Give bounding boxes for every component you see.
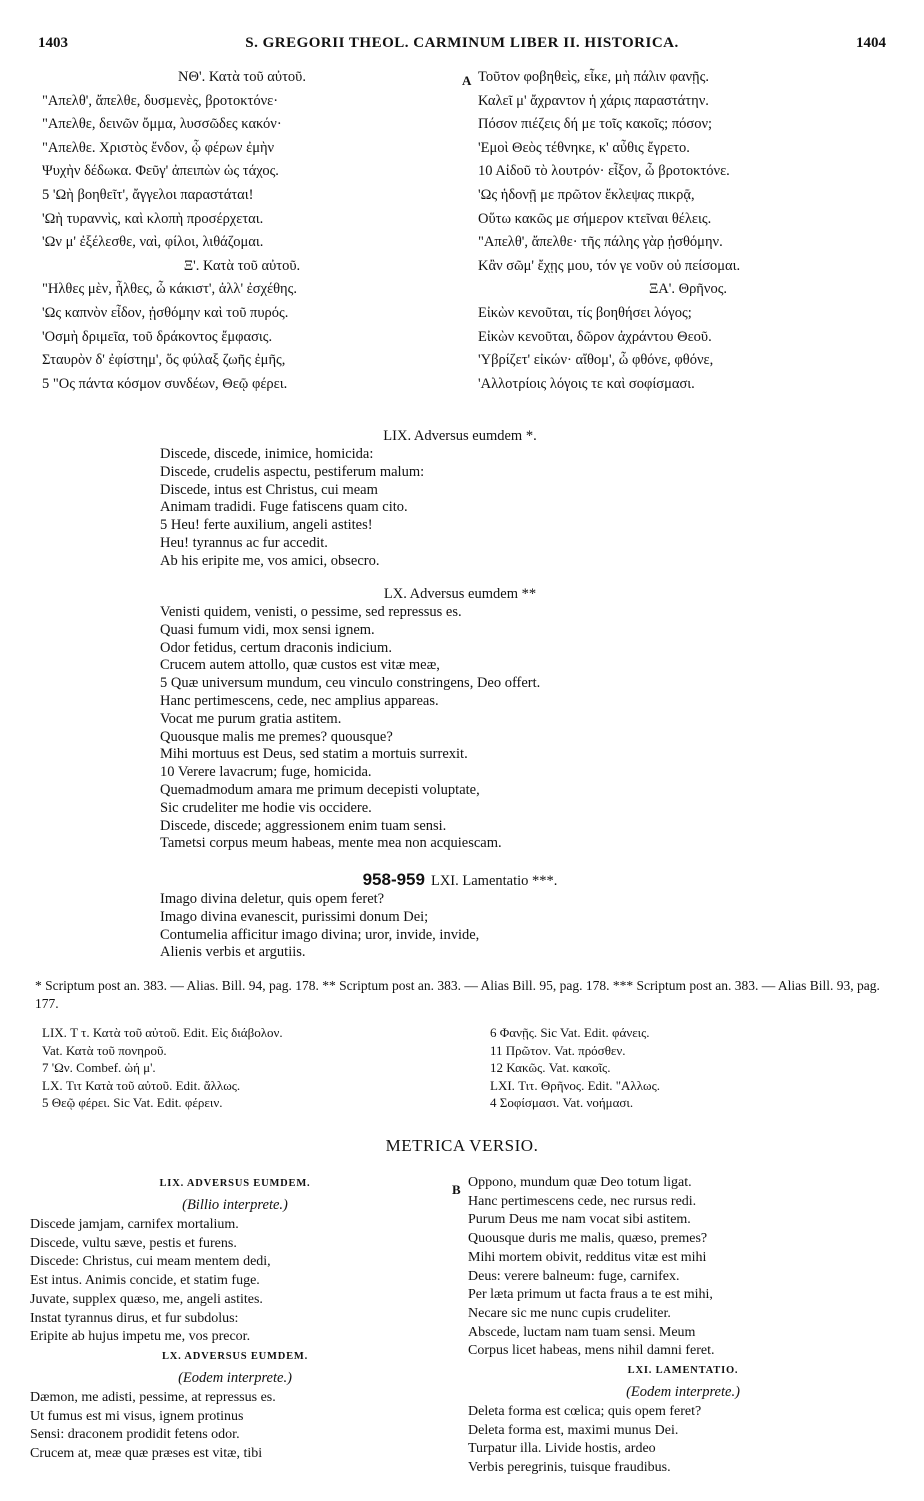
running-title: S. GREGORII THEOL. CARMINUM LIBER II. HISTORICA. [245, 35, 679, 51]
greek-verse-line: Κἂν σῶμ' ἔχῃς μου, τόν γε νοῦν οὐ πείσομαι. [478, 257, 741, 274]
greek-verse-line: 'Ων μ' ἐξέλεσθε, ναὶ, φίλοι, λιθάζομαι. [42, 234, 264, 251]
metrica-heading-lxi: LXI. LAMENTATIO. [627, 1365, 739, 1377]
metrica-verse-line: Deus: verere balneum: fuge, carnifex. [468, 1268, 680, 1284]
metrica-verse-line: Deleta forma est, maximi munus Dei. [468, 1422, 679, 1438]
variant-reading-line: LX. Τιτ Κατὰ τοῦ αὐτοῦ. Edit. ἄλλως. [42, 1077, 241, 1093]
section-heading-lx: LX. Adversus eumdem ** [383, 586, 537, 602]
latin-verse-line: Discede, intus est Christus, cui meam [160, 481, 378, 498]
latin-verse-line: Alienis verbis et argutiis. [160, 944, 306, 961]
column-marker-958-959: 958-959 [362, 870, 425, 889]
latin-verse-line: Discede, discede; aggressionem enim tuam sensi. [160, 817, 447, 834]
metrica-verse-line: Est intus. Animis concide, et statim fuge. [30, 1273, 260, 1289]
latin-verse-line: Hanc pertimescens, cede, nec amplius appareas. [160, 692, 439, 709]
metrica-versio-title: METRICA VERSIO. [385, 1136, 539, 1155]
metrica-verse-line: Mihi mortem obivit, redditus vitæ est mihi [468, 1249, 707, 1265]
variant-reading-line: LIX. Τ τ. Κατὰ τοῦ αὐτοῦ. Edit. Εἰς διάβολον. [42, 1025, 283, 1040]
greek-verse-line: 'Υβρίζετ' εἰκών· αἴθομ', ὦ φθόνε, φθόνε, [478, 352, 714, 369]
metrica-interpreter-lix: (Billio interprete.) [182, 1197, 288, 1213]
section-heading-lxi [160, 870, 760, 891]
greek-verse-heading: Ξ'. Κατὰ τοῦ αὐτοῦ. [183, 257, 301, 274]
latin-verse-line: Ab his eripite me, vos amici, obsecro. [160, 552, 380, 569]
latin-verse-line: Quemadmodum amara me primum decepisti voluptate, [160, 781, 480, 798]
latin-verse-line: 10 Verere lavacrum; fuge, homicida. [160, 764, 372, 781]
greek-verse-line: 10 Αἰδοῦ τὸ λουτρόν· εἶξον, ὦ βροτοκτόνε. [478, 163, 730, 180]
margin-marker-b: B [452, 1182, 461, 1197]
latin-verse-line: Quasi fumum vidi, mox sensi ignem. [160, 621, 375, 638]
latin-verse-line: Odor fetidus, certum draconis indicium. [160, 639, 392, 656]
latin-verse-line: Discede, discede, inimice, homicida: [160, 446, 374, 462]
metrica-verse-line: Turpatur illa. Livide hostis, ardeo [468, 1441, 656, 1457]
greek-column-left [42, 66, 442, 396]
greek-verse-line: Εἰκὼν κενοῦται, τίς βοηθήσει λόγος; [478, 304, 692, 321]
metrica-verse-line: Instat tyrannus dirus, et fur subdolus: [30, 1310, 239, 1326]
variant-reading-line: 6 Φανῇς. Sic Vat. Edit. φάνεις. [490, 1025, 650, 1040]
metrica-verse-line: Ut fumus est mi visus, ignem protinus [30, 1408, 244, 1424]
greek-verse-line: 5 "Ος πάντα κόσμον συνδέων, Θεῷ φέρει. [42, 375, 288, 392]
variant-reading-line: 11 Πρῶτον. Vat. πρόσθεν. [490, 1042, 626, 1058]
variant-reading-line: 12 Κακῶς. Vat. κακοῖς. [490, 1060, 611, 1076]
metrica-verse-line: Quousque duris me malis, quæso, premes? [468, 1231, 708, 1247]
greek-verse-heading: ΞΑ'. Θρῆνος. [648, 281, 728, 298]
variant-readings-right [490, 1024, 890, 1112]
page-number-right: 1404 [856, 35, 886, 51]
greek-verse-line: "Απελθ', ἄπελθε· τῆς πάλης γὰρ ᾐσθόμην. [478, 234, 723, 251]
metrica-verse-line: Eripite ab hujus impetu me, vos precor. [30, 1329, 251, 1345]
metrica-verse-line: Discede jamjam, carnifex mortalium. [30, 1217, 239, 1232]
metrica-heading-lix: LIX. ADVERSUS EUMDEM. [159, 1178, 311, 1189]
latin-verse-line: 5 Quæ universum mundum, ceu vinculo constringens, Deo offert. [160, 675, 541, 692]
latin-verse-line: Quousque malis me premes? quousque? [160, 728, 393, 745]
latin-verse-line: Heu! tyrannus ac fur accedit. [160, 534, 328, 551]
greek-verse-line: 'Ως καπνὸν εἶδον, ᾐσθόμην καὶ τοῦ πυρός. [42, 304, 289, 321]
variant-reading-line: Vat. Κατὰ τοῦ πονηροῦ. [42, 1042, 167, 1058]
variant-reading-line: LXI. Τιτ. Θρῆνος. Edit. "Αλλως. [490, 1077, 660, 1093]
metrica-verse-line: Corpus licet habeas, mens nihil damni feret. [468, 1343, 715, 1359]
variant-reading-line: 4 Σοφίσμασι. Vat. νοήμασι. [490, 1095, 634, 1111]
greek-verse-line: 'Ως ἡδονῇ με πρῶτον ἔκλεψας πικρᾷ, [478, 186, 695, 203]
metrica-verse-line: Crucem at, meæ quæ præses est vitæ, tibi [30, 1446, 263, 1462]
metrica-verse-line: Dæmon, me adisti, pessime, at repressus es. [30, 1389, 276, 1405]
lxi-title: LXI. Lamentatio ***. [430, 873, 558, 889]
metrica-verse-line: Discede, vultu sæve, pestis et furens. [30, 1235, 237, 1251]
greek-verse-line: 'Αλλοτρίοις λόγοις τε καὶ σοφίσμασι. [478, 375, 695, 392]
greek-verse-line: "Απελθ', ἄπελθε, δυσμενὲς, βροτοκτόνε· [42, 92, 279, 109]
greek-verse-line: Ψυχὴν δέδωκα. Φεῦγ' ἀπειπὼν ὡς τάχος. [42, 163, 279, 180]
greek-verse-line: "Απελθε, δεινῶν ὄμμα, λυσσῶδες κακόν· [42, 116, 282, 133]
section-heading-lix: LIX. Adversus eumdem *. [383, 428, 537, 444]
latin-verse-line: Contumelia afficitur imago divina; uror, invide, invide, [160, 926, 480, 943]
metrica-verse-line: Juvate, supplex quæso, me, angeli astites. [30, 1291, 263, 1307]
latin-verse-line: Crucem autem attollo, quæ custos est vitæ meæ, [160, 657, 440, 674]
latin-verse-line: Vocat me purum gratia astitem. [160, 710, 342, 727]
variant-readings-left [42, 1024, 462, 1112]
metrica-verse-line: Oppono, mundum quæ Deo totum ligat. [468, 1175, 692, 1190]
greek-verse-heading: ΝΘ'. Κατὰ τοῦ αὐτοῦ. [178, 69, 306, 85]
metrica-heading-lx: LX. ADVERSUS EUMDEM. [161, 1350, 309, 1362]
metrica-verse-line: Deleta forma est cœlica; quis opem feret? [468, 1404, 702, 1420]
greek-verse-line: 'Ωὴ τυραννὶς, καὶ κλοπὴ προσέρχεται. [42, 210, 264, 227]
metrica-verse-line: Verbis peregrinis, tuisque fraudibus. [468, 1460, 671, 1476]
latin-verse-line: Mihi mortuus est Deus, sed statim a mortuis surrexit. [160, 746, 468, 763]
page-number-left: 1403 [38, 35, 68, 51]
metrica-verse-line: Necare sic me nunc cupis crudeliter. [468, 1305, 671, 1321]
greek-verse-line: Σταυρὸν δ' ἐφίστημ', ὅς φύλαξ ζωῆς ἐμῆς, [42, 352, 286, 369]
latin-verse-line: Sic crudeliter me hodie vis occidere. [160, 799, 372, 816]
metrica-interpreter-lx: (Eodem interprete.) [178, 1369, 292, 1386]
greek-verse-line: "Ηλθες μὲν, ἦλθες, ὦ κάκιστ', ἀλλ' ἐσχέθης. [42, 281, 298, 298]
greek-verse-line: Τοῦτον φοβηθεὶς, εἶκε, μὴ πάλιν φανῇς. [478, 69, 709, 85]
greek-verse-line: 'Εμοὶ Θεὸς τέθνηκε, κ' αὖθις ἔγρετο. [478, 139, 690, 156]
metrica-verse-line: Sensi: draconem prodidit fetens odor. [30, 1427, 240, 1443]
greek-verse-line: 5 'Ωὴ βοηθεῖτ', ἄγγελοι παραστάται! [42, 186, 254, 203]
metrica-verse-line: Per læta primum ut facta fraus a te est mihi, [468, 1287, 713, 1303]
greek-column-right [478, 66, 898, 396]
metrica-interpreter-lxi: (Eodem interprete.) [626, 1384, 740, 1401]
latin-verse-line: 5 Heu! ferte auxilium, angeli astites! [160, 517, 373, 534]
latin-translation-lx [160, 584, 760, 853]
variant-reading-line: 5 Θεῷ φέρει. Sic Vat. Edit. φέρειν. [42, 1095, 223, 1111]
metrica-column-right [468, 1174, 898, 1478]
margin-marker-a: A [462, 73, 472, 88]
greek-verse-line: "Απελθε. Χριστὸς ἔνδον, ᾧ φέρων ἐμὴν [42, 139, 275, 156]
greek-verse-line: Οὕτω κακῶς με σήμερον κτεῖναι θέλεις. [478, 210, 712, 227]
running-header [38, 35, 886, 57]
latin-verse-line: Imago divina deletur, quis opem feret? [160, 891, 385, 907]
metrica-verse-line: Hanc pertimescens cede, nec rursus redi. [468, 1193, 697, 1209]
latin-verse-line: Discede, crudelis aspectu, pestiferum malum: [160, 463, 425, 480]
latin-translation-lxi [160, 870, 760, 962]
greek-verse-line: 'Οσμὴ δριμεῖα, τοῦ δράκοντος ἔμφασις. [42, 328, 273, 345]
latin-verse-line: Tametsi corpus meum habeas, mente mea non acquiescam. [160, 835, 502, 852]
latin-verse-line: Animam tradidi. Fuge fatiscens quam cito. [160, 499, 408, 516]
variant-reading-line: 7 'Ων. Combef. ὠή μ'. [42, 1060, 156, 1076]
greek-verse-line: Καλεῖ μ' ἄχραντον ἡ χάρις παραστάτην. [478, 92, 709, 109]
latin-translation-lix [160, 426, 760, 571]
greek-verse-line: Πόσον πιέζεις δή με τοῖς κακοῖς; πόσον; [478, 116, 713, 133]
metrica-column-left [30, 1174, 440, 1464]
latin-verse-line: Venisti quidem, venisti, o pessime, sed repressus es. [160, 604, 462, 620]
footnotes: * Scriptum post an. 383. — Alias. Bill. 94, pag. 178. ** Scriptum post an. 383. — Alias Bill. 95, pag. 178. *** Scriptum post an. 383. — Alias Bill. 93, pag. 177. [35, 978, 880, 1011]
metrica-verse-line: Purum Deus me nam vocat sibi astitem. [468, 1212, 691, 1228]
metrica-verse-line: Abscede, luctam nam tuam sensi. Meum [468, 1324, 696, 1340]
metrica-verse-line: Discede: Christus, cui meam mentem dedi, [30, 1254, 271, 1270]
latin-verse-line: Imago divina evanescit, purissimi donum Dei; [160, 908, 429, 925]
greek-verse-line: Εἰκὼν κενοῦται, δῶρον ἀχράντου Θεοῦ. [478, 328, 712, 345]
